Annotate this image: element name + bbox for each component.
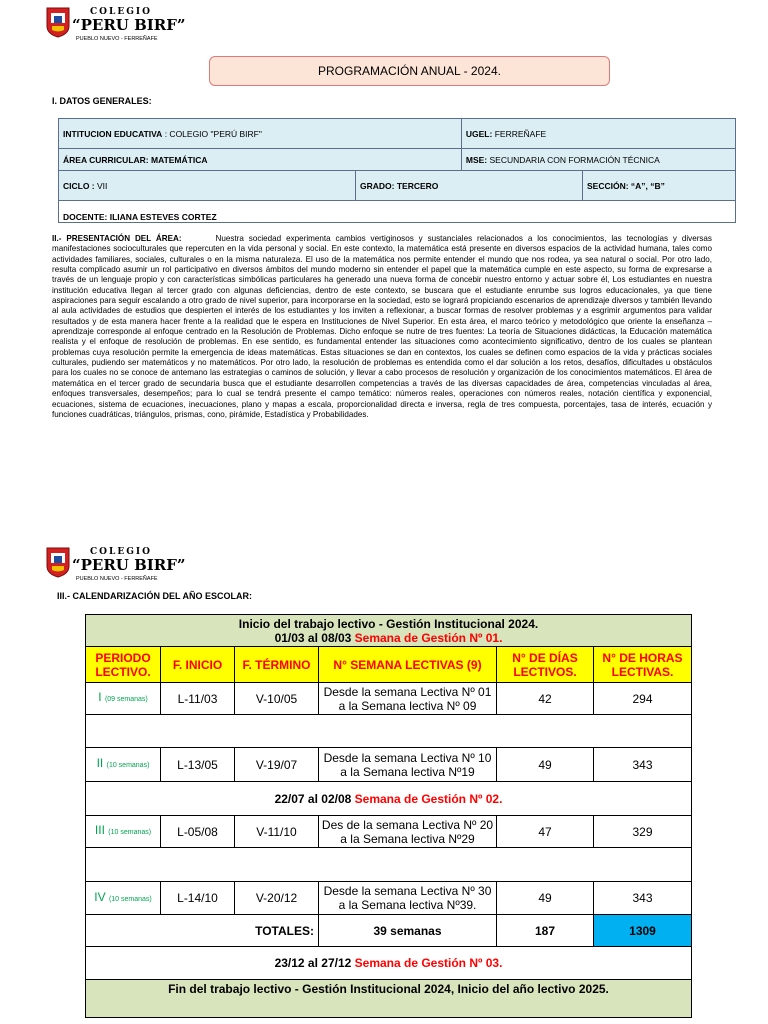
inicio-cell: L-05/08	[161, 816, 235, 848]
dias-cell: 49	[497, 748, 594, 782]
totals-label: TOTALES:	[86, 915, 319, 947]
semanas-cell: Des de la semana Lectiva Nº 20 a la Semana lectiva Nº29	[319, 816, 497, 848]
horas-cell: 329	[594, 816, 692, 848]
page-title: PROGRAMACIÓN ANUAL - 2024.	[209, 56, 610, 86]
calendar-footer: Fin del trabajo lectivo - Gestión Institucional 2024, Inicio del año lectivo 2025.	[86, 980, 692, 1018]
dias-cell: 47	[497, 816, 594, 848]
ugel-cell: UGEL: FERREÑAFE	[461, 119, 735, 149]
logo-name: “PERU BIRF”	[72, 16, 186, 34]
school-logo-2	[46, 546, 186, 588]
period-cell: IV (10 semanas)	[86, 882, 161, 915]
empty-row	[86, 715, 692, 748]
period-cell: II (10 semanas)	[86, 748, 161, 782]
calendar-table	[85, 614, 692, 1018]
docente-cell: DOCENTE: ILIANA ESTEVES CORTEZ	[59, 201, 736, 223]
inicio-cell: L-13/05	[161, 748, 235, 782]
school-logo	[46, 6, 186, 48]
termino-cell: V-20/12	[235, 882, 319, 915]
table-row	[86, 748, 692, 782]
totals-row	[86, 915, 692, 947]
totals-hours: 1309	[594, 915, 692, 947]
table-row	[86, 816, 692, 848]
horas-cell: 294	[594, 683, 692, 715]
period-cell: I (09 semanas)	[86, 683, 161, 715]
totals-weeks: 39 semanas	[319, 915, 497, 947]
institucion-cell: INTITUCION EDUCATIVA : COLEGIO "PERÚ BIRF"	[59, 119, 462, 149]
dias-cell: 49	[497, 882, 594, 915]
semanas-cell: Desde la semana Lectiva Nº 10 a la Semana lectiva Nº19	[319, 748, 497, 782]
col-termino: F. TÉRMINO	[235, 647, 319, 683]
grado-cell: GRADO: TERCERO	[356, 171, 583, 201]
presentation-paragraph	[52, 234, 712, 420]
table-row	[86, 882, 692, 915]
section1-heading: I. DATOS GENERALES:	[52, 96, 152, 106]
period-cell: III (10 semanas)	[86, 816, 161, 848]
gestion-week-2: 22/07 al 02/08 Semana de Gestión Nº 02.	[86, 782, 692, 816]
logo-colegio: COLEGIO	[90, 7, 152, 17]
section3-heading: III.- CALENDARIZACIÓN DEL AÑO ESCOLAR:	[57, 591, 252, 601]
horas-cell: 343	[594, 748, 692, 782]
col-periodo: PERIODO LECTIVO.	[86, 647, 161, 683]
termino-cell: V-19/07	[235, 748, 319, 782]
table-row	[86, 683, 692, 715]
calendar-header: Inicio del trabajo lectivo - Gestión Institucional 2024. 01/03 al 08/03 Semana de Gestión Nº 01.	[86, 615, 692, 647]
inicio-cell: L-11/03	[161, 683, 235, 715]
ciclo-cell: CICLO : VII	[59, 171, 356, 201]
seccion-cell: SECCIÓN: “A”, “B”	[583, 171, 736, 201]
col-horas: N° DE HORAS LECTIVAS.	[594, 647, 692, 683]
crest-icon	[46, 546, 70, 578]
area-cell: ÁREA CURRICULAR: MATEMÁTICA	[59, 149, 462, 171]
horas-cell: 343	[594, 882, 692, 915]
logo-place: PUEBLO NUEVO - FERREÑAFE	[76, 576, 158, 582]
gestion-week-3: 23/12 al 27/12 Semana de Gestión Nº 03.	[86, 947, 692, 980]
crest-icon	[46, 6, 70, 38]
col-inicio: F. INICIO	[161, 647, 235, 683]
mse-cell: MSE: SECUNDARIA CON FORMACIÓN TÉCNICA	[461, 149, 735, 171]
empty-row	[86, 848, 692, 882]
totals-days: 187	[497, 915, 594, 947]
semanas-cell: Desde la semana Lectiva Nº 30 a la Semana lectiva Nº39.	[319, 882, 497, 915]
dias-cell: 42	[497, 683, 594, 715]
termino-cell: V-11/10	[235, 816, 319, 848]
termino-cell: V-10/05	[235, 683, 319, 715]
logo-place: PUEBLO NUEVO - FERREÑAFE	[76, 36, 158, 42]
presentation-text: Nuestra sociedad experimenta cambios vertiginosos y sustanciales relacionados a los conocimientos, las tecnologías y diversas manifestaciones socioculturales que repercuten en la vida personal y social. En este contexto, la matemática está presente en diversos espacios de la actividad humana, tales como actividades familiares, sociales, culturales o en la misma naturaleza. El uso de la matemática nos permite entender el mundo que nos rodea, ya sea natural o social. Por otro lado, resulta complicado asumir un rol participativo en diversos ámbitos del mundo moderno sin entender el papel que la matemática cumple en este aspecto, su forma de expresarse a través de un lenguaje propio y con características simbólicas particulares ha generado una nueva forma de concebir nuestro entorno y actuar sobre él, Los estudiantes en nuestra institución educativa llegan al tercer grado con algunas deficiencias, dentro de este contexto, se buscara que el estudiante enrumbe sus logros educacionales, ya que tiene aspiraciones para seguir escalando a otro grado de nivel superior, para incorporarse en la sociedad, esto se logrará propiciando escenarios de aprendizaje diversos y también llevando al aula actividades de estudios que despierten el interés de los estudiantes y los inviten a reflexionar, a buscar formas de resolver problemas y a esgrimir argumentos para validar resultados y de esta manera hacer frente a la realidad que le espera en Instituciones de Nivel Superior. En esta área, el marco teórico y metodológico que oriente la enseñanza – aprendizaje corresponde al enfoque centrado en la Resolución de Problemas. Dicho enfoque se nutre de tres fuentes: La teoría de Situaciones didácticas, la Educación matemática realista y el enfoque de resolución de problemas. En ese sentido, es fundamental entender las situaciones como acontecimiento significativo, dentro de los cuales se plantean problemas cuya resolución permite la emergencia de ideas matemáticas. Estas situaciones se dan en contextos, los cuales se definen como espacios de la vida y prácticas sociales culturales, pudiendo ser matemáticos y no matemáticos. Por otro lado, la resolución de problemas es entendida como el dar solución a los retos, desafíos, dificultades u obstáculos para los cuales no se conoce de antemano las estrategias o caminos de solución, y llevar a cabo procesos de resolución y organización de los conocimientos matemáticos. El área de matemática en el tercer grado de secundaria busca que el estudiante desarrollen competencias a través de las diversas capacidades de área, competencias vinculadas al área, enfoques transversales, desempeños; para lo cual se tendrá presente el campo temático: números reales, operaciones con números reales, notación científica y exponencial, ecuaciones, sistema de ecuaciones, inecuaciones, plano y mapas a escala, proporcionalidad directa e inversa, regla de tres compuesta, porcentajes, tasa de interés, ecuación y funciones cuadráticas, triángulos, prismas, cono, pirámide, Estadística y Probabilidades.	[52, 234, 712, 419]
general-data-table	[58, 118, 736, 223]
col-semanas: N° SEMANA LECTIVAS (9)	[319, 647, 497, 683]
inicio-cell: L-14/10	[161, 882, 235, 915]
logo-name: “PERU BIRF”	[72, 556, 186, 574]
col-dias: N° DE DÍAS LECTIVOS.	[497, 647, 594, 683]
section2-heading: II.- PRESENTACIÓN DEL ÁREA:	[52, 234, 182, 243]
logo-colegio: COLEGIO	[90, 547, 152, 557]
semanas-cell: Desde la semana Lectiva Nº 01 a la Semana lectiva Nº 09	[319, 683, 497, 715]
